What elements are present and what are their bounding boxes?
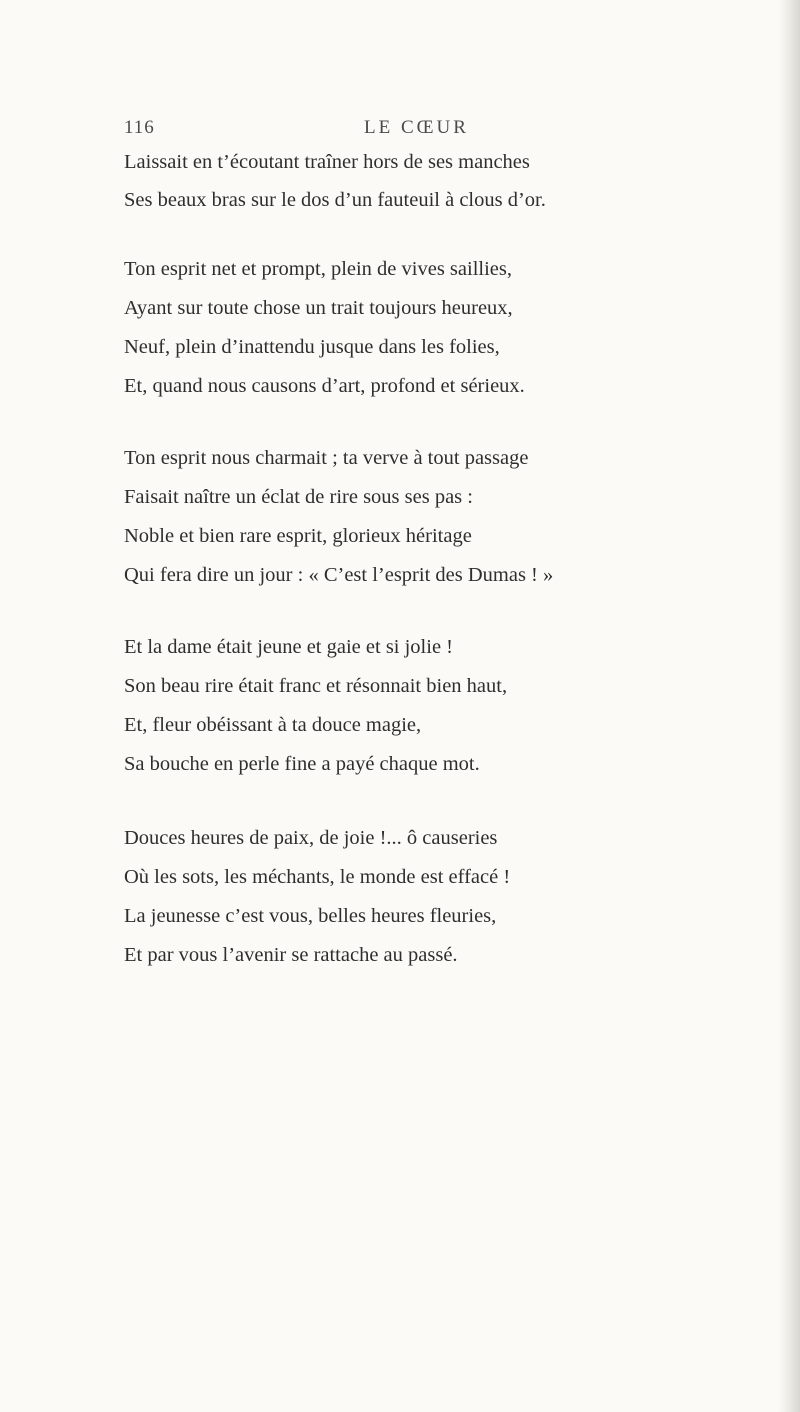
verse-line: Et par vous l’avenir se rattache au passé.	[124, 944, 458, 966]
verse-line: La jeunesse c’est vous, belles heures fleuries,	[124, 905, 497, 927]
verse-line: Noble et bien rare esprit, glorieux héritage	[124, 525, 472, 547]
verse-line: Son beau rire était franc et résonnait bien haut,	[124, 675, 508, 697]
verse-line: Faisait naître un éclat de rire sous ses pas :	[124, 486, 473, 508]
verse-line: Neuf, plein d’inattendu jusque dans les folies,	[124, 336, 500, 358]
verse-line: Ton esprit nous charmait ; ta verve à tout passage	[124, 447, 529, 469]
verse-line: Où les sots, les méchants, le monde est effacé !	[124, 866, 511, 888]
verse-line: Ton esprit net et prompt, plein de vives saillies,	[124, 258, 512, 280]
verse-line: Ses beaux bras sur le dos d’un fauteuil à clous d’or.	[124, 189, 546, 211]
verse-line: Sa bouche en perle fine a payé chaque mot.	[124, 753, 480, 775]
verse-line: Et, quand nous causons d’art, profond et sérieux.	[124, 375, 525, 397]
verse-line: Qui fera dire un jour : « C’est l’esprit des Dumas ! »	[124, 564, 554, 586]
verse-line: Et la dame était jeune et gaie et si jolie !	[124, 636, 454, 658]
running-head: LE CŒUR	[364, 117, 469, 138]
verse-line: Et, fleur obéissant à ta douce magie,	[124, 714, 422, 736]
verse-line: Laissait en t’écoutant traîner hors de ses manches	[124, 151, 530, 173]
verse-line: Douces heures de paix, de joie !... ô causeries	[124, 827, 498, 849]
page-number: 116	[124, 117, 155, 138]
verse-line: Ayant sur toute chose un trait toujours heureux,	[124, 297, 513, 319]
